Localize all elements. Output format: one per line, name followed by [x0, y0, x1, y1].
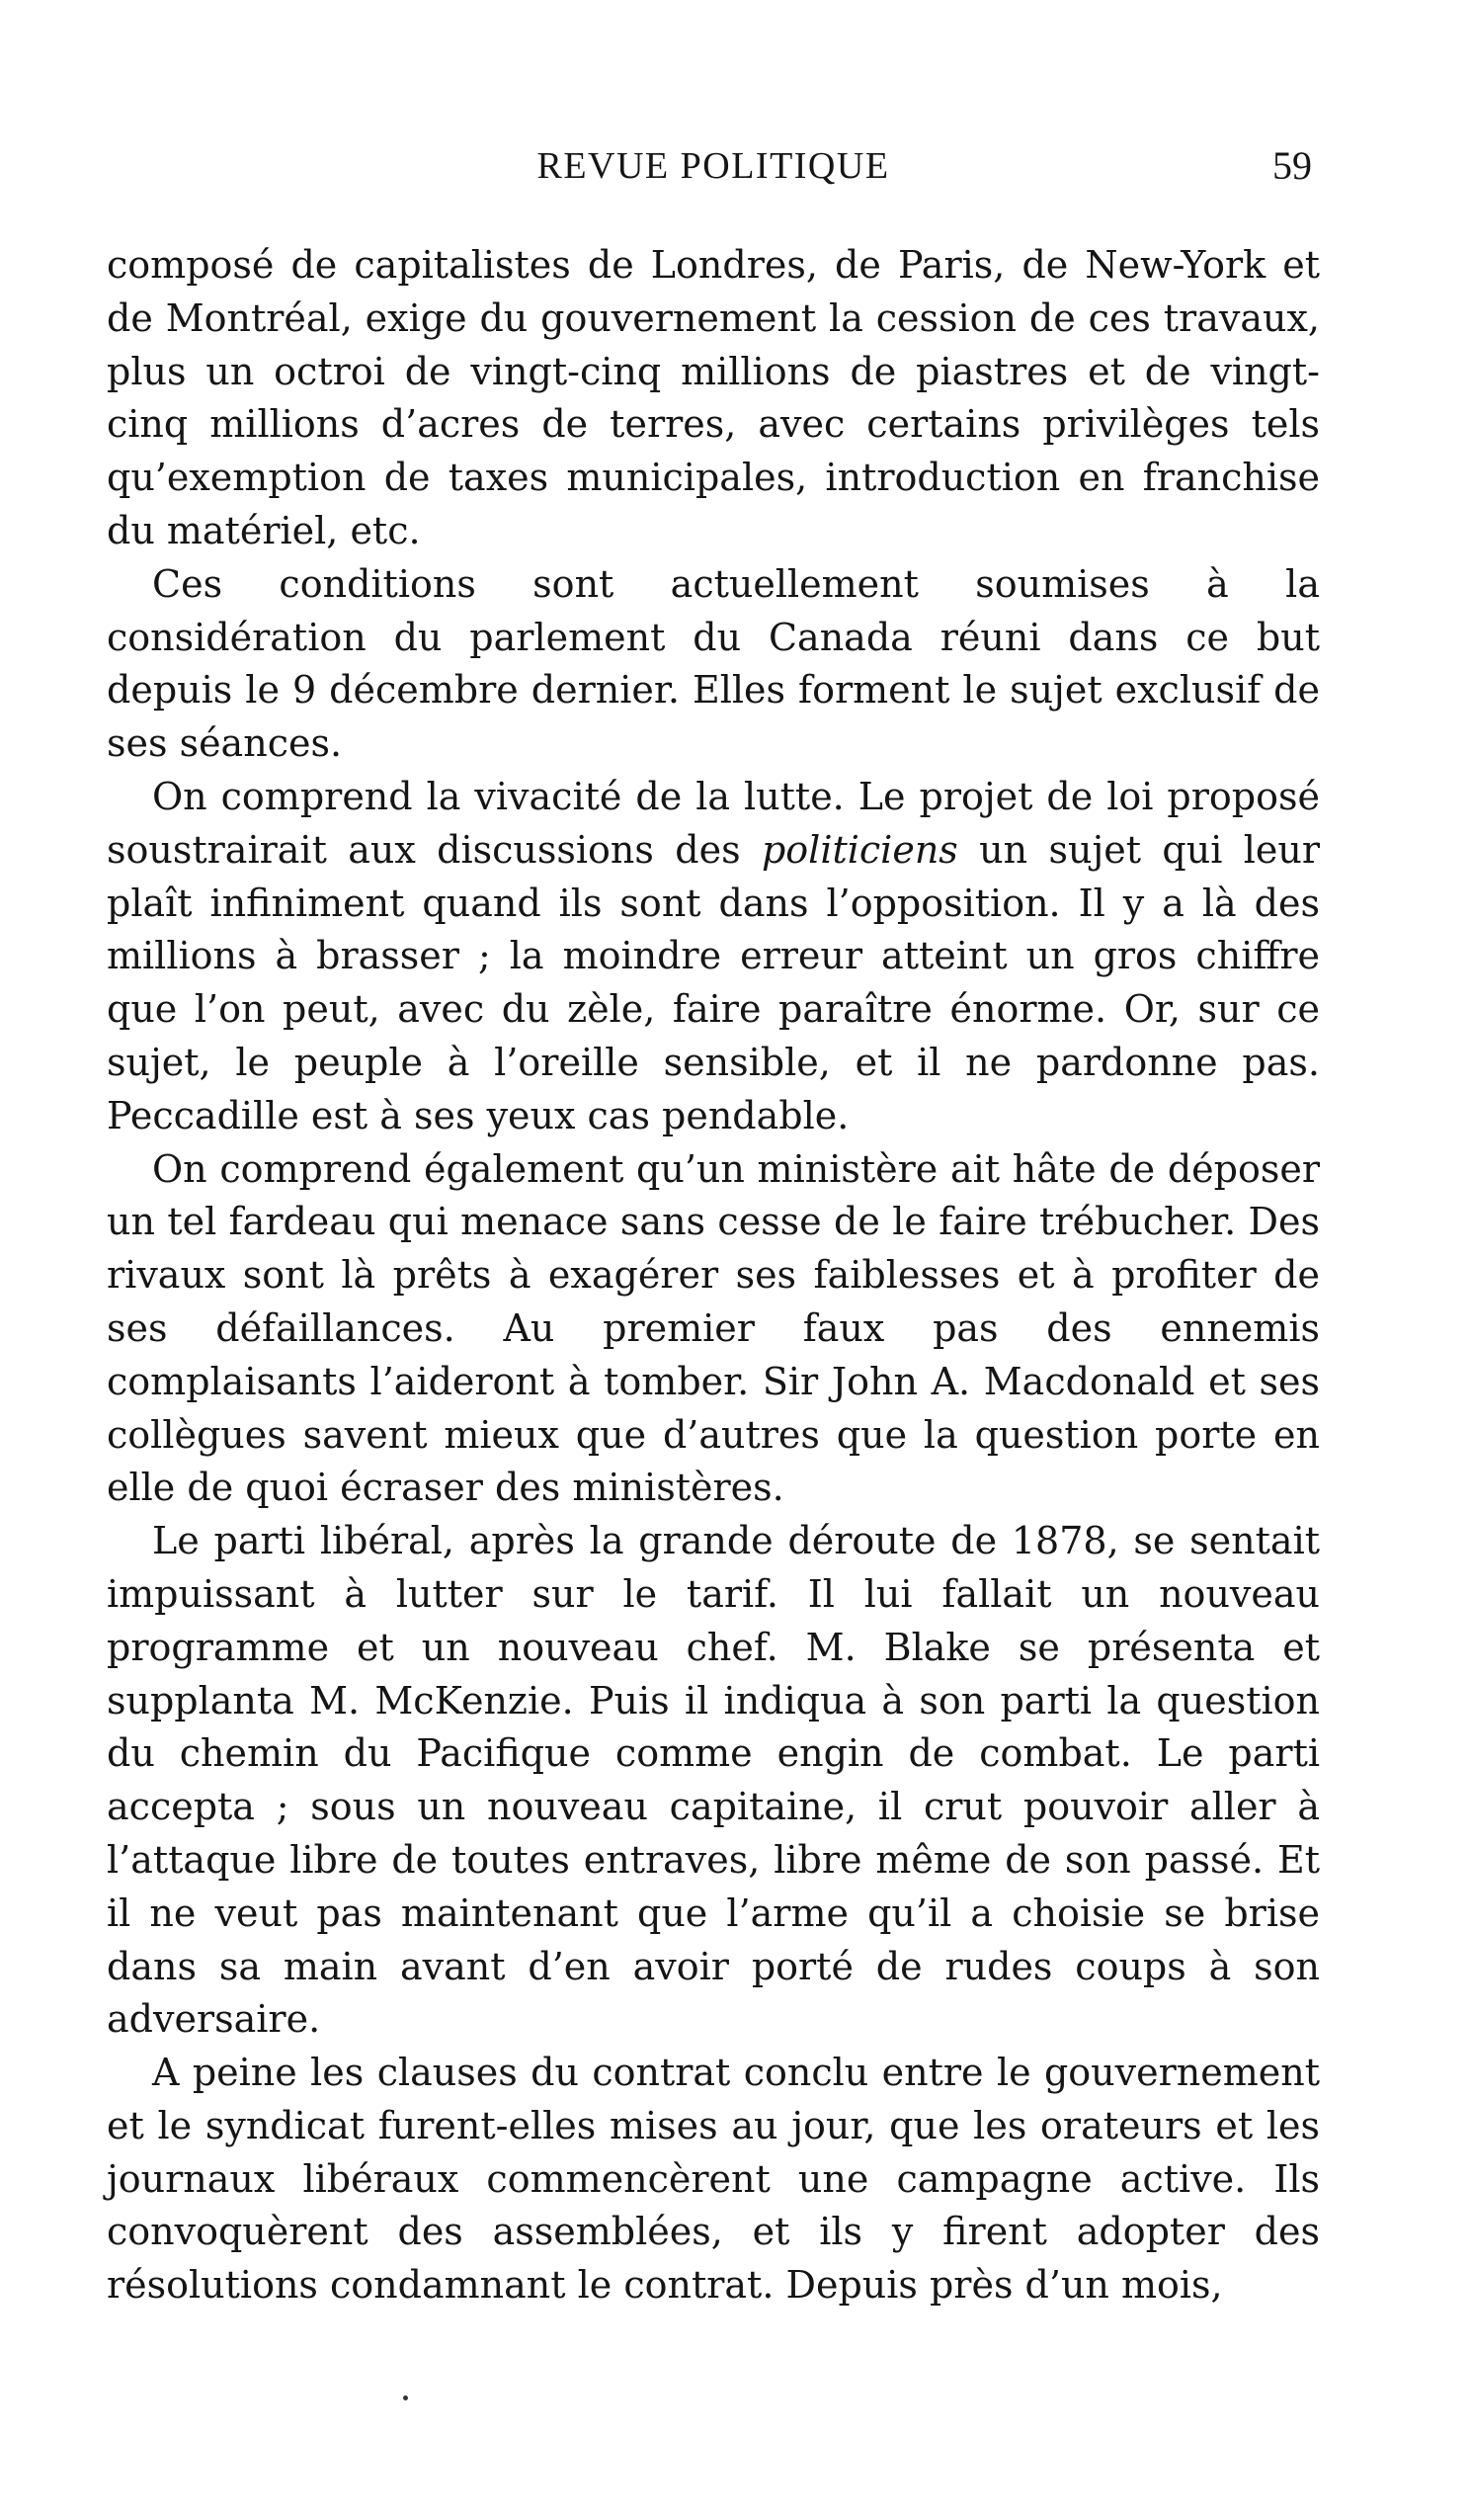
paragraph-struggle-text-start: On comprend la vivacité de la lutte. Le projet de loi proposé soustrairait aux discussions des	[107, 774, 1320, 872]
italic-term-politiciens: politiciens	[761, 827, 958, 872]
paragraph-struggle	[107, 771, 1320, 1143]
book-page	[107, 136, 1320, 2390]
running-title: REVUE POLITIQUE	[536, 145, 890, 187]
paragraph-conditions: Ces conditions sont actuellement soumises à la considération du parlement du Canada réuni dans ce but depuis le 9 décembre dernier. Elles forment le sujet exclusif de ses séances.	[107, 561, 1320, 766]
paragraph-liberal-party: Le parti libéral, après la grande déroute de 1878, se sentait impuissant à lutter sur le tarif. Il lui fallait un nouveau programme et un nouveau chef. M. Blake se présenta et supplanta M. McKenzie. Puis il indiqua à son parti la question du chemin du Pacifique comme engin de combat. Le parti accepta ; sous un nouveau capitaine, il crut pouvoir aller à l’attaque libre de toutes entraves, libre même de son passé. Et il ne veut pas maintenant que l’arme qu’il a choisie se brise dans sa main avant d’en avoir porté de rudes coups à son adversaire.	[107, 1519, 1320, 2042]
paragraph-ministry: On comprend également qu’un ministère ait hâte de déposer un tel fardeau qui menace sans cesse de le faire trébucher. Des rivaux sont là prêts à exagérer ses faiblesses et à profiter de ses défaillances. Au premier faux pas des ennemis complaisants l’aideront à tomber. Sir John A. Macdonald et ses collègues savent mieux que d’autres que la question porte en elle de quoi écraser des ministères.	[107, 1146, 1320, 1510]
paragraph-struggle-text-end: un sujet qui leur plaît infiniment quand ils sont dans l’opposition. Il y a là des millions à brasser ; la moindre erreur atteint un gros chiffre que l’on peut, avec du zèle, faire paraître énorme. Or, sur ce sujet, le peuple à l’oreille sensible, et il ne pardonne pas. Peccadille est à ses yeux cas pendable.	[107, 827, 1321, 1137]
page-header	[107, 136, 1320, 196]
page-number: 59	[1272, 143, 1312, 188]
body-text	[107, 239, 1320, 2312]
paragraph-continued: composé de capitalistes de Londres, de Paris, de New-York et de Montréal, exige du gouvernement la cession de ces travaux, plus un octroi de vingt-cinq millions de piastres et de vingt-cinq millions d’acres de terres, avec certains privilèges tels qu’exemption de taxes municipales, introduction en franchise du matériel, etc.	[107, 243, 1320, 552]
print-speck	[403, 2395, 408, 2400]
paragraph-campaign: A peine les clauses du contrat conclu entre le gouvernement et le syndicat furent-elles mises au jour, que les orateurs et les journaux libéraux commencèrent une campagne active. Ils convoquèrent des assemblées, et ils y firent adopter des résolutions condamnant le contrat. Depuis près d’un mois,	[107, 2051, 1320, 2308]
